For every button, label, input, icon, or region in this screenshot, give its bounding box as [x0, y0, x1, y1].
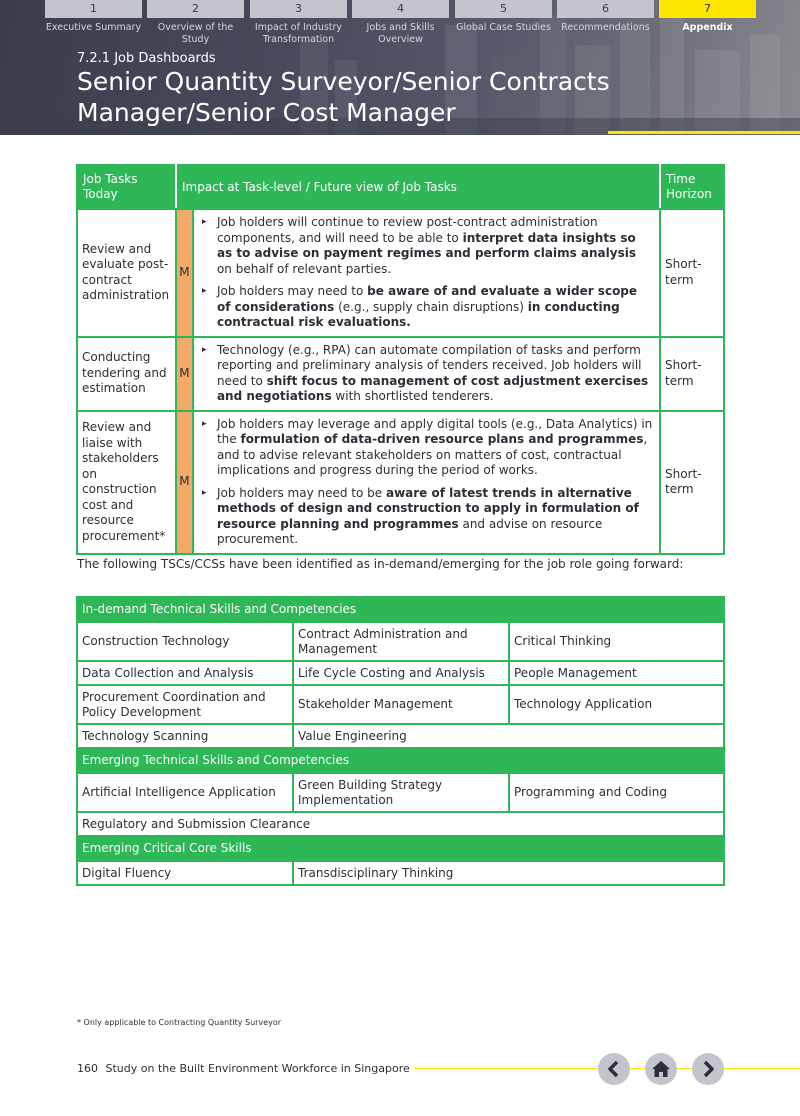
in-demand-skills-header: In-demand Technical Skills and Competencies: [77, 597, 724, 622]
skill-cell: Construction Technology: [77, 622, 293, 661]
impact-bullet: [202, 284, 654, 331]
bullet-text: Technology (e.g., RPA) can automate compilation of tasks and perform reporting and preliminary analysis of tenders received. Job holders will need to: [216, 342, 642, 388]
skill-cell: Critical Thinking: [509, 622, 724, 661]
job-task-name: Review and liaise with stakeholders on construction cost and resource procurement*: [77, 411, 176, 554]
skill-cell: Life Cycle Costing and Analysis: [293, 661, 509, 685]
impact-level-badge: M: [176, 209, 193, 337]
home-button[interactable]: [645, 1053, 677, 1085]
impact-level-badge: M: [176, 337, 193, 411]
skills-section-header-row: [77, 836, 724, 861]
skills-row: [77, 773, 724, 812]
skills-row: [77, 812, 724, 836]
job-tasks-table: [76, 164, 725, 555]
skill-cell: Stakeholder Management: [293, 685, 509, 724]
impact-bullet-list: [202, 215, 654, 331]
skill-cell: Digital Fluency: [77, 861, 293, 885]
skill-cell: Green Building Strategy Implementation: [293, 773, 509, 812]
bullet-text: (e.g., supply chain disruptions): [334, 299, 528, 314]
skill-cell: Procurement Coordination and Policy Development: [77, 685, 293, 724]
job-task-row: [77, 337, 724, 411]
skills-row: [77, 622, 724, 661]
page-number: 160: [77, 1062, 98, 1075]
header-time-horizon: Time Horizon: [660, 165, 724, 209]
skills-table: [76, 596, 725, 886]
tab-label: Impact of Industry Transformation: [254, 22, 343, 45]
previous-page-button[interactable]: [598, 1053, 630, 1085]
skill-cell: People Management: [509, 661, 724, 685]
skill-cell: Data Collection and Analysis: [77, 661, 293, 685]
next-page-button[interactable]: [692, 1053, 724, 1085]
bullet-emphasis-text: aware of latest trends in alternative methods of design and construction to apply in formulation of resource planning and programmes: [216, 485, 639, 531]
footer: [77, 1062, 410, 1075]
skill-cell: Technology Application: [509, 685, 724, 724]
tab-number: 1: [45, 0, 142, 18]
skills-row: [77, 661, 724, 685]
bullet-emphasis-text: interpret data insights so as to advise on payment regimes and perform claims analysis: [216, 230, 636, 260]
skills-row: [77, 685, 724, 724]
tab-impact-of-industry-transformation[interactable]: [250, 0, 347, 46]
time-horizon: Short-term: [660, 337, 724, 411]
critical-core-skills-header: Emerging Critical Core Skills: [77, 836, 724, 861]
impact-description: [193, 337, 660, 411]
header-impact: Impact at Task-level / Future view of Job Tasks: [176, 165, 660, 209]
bullet-emphasis-text: be aware of and evaluate a wider scope of considerations: [216, 284, 638, 314]
bullet-text: Job holders will continue to review post-contract administration components, and will need to be able to: [216, 215, 598, 245]
job-task-name: Conducting tendering and estimation: [77, 337, 176, 411]
impact-description: [193, 209, 660, 337]
job-task-row: [77, 209, 724, 337]
impact-level-badge: M: [176, 411, 193, 554]
tab-label: Global Case Studies: [456, 22, 551, 33]
time-horizon: Short-term: [660, 209, 724, 337]
tab-number: 4: [352, 0, 449, 18]
bullet-text: , and to advise relevant stakeholders on matters of cost, contractual implications and progress during the period of works.: [216, 432, 648, 477]
job-task-row: [77, 411, 724, 554]
bullet-text: on behalf of relevant parties.: [216, 261, 392, 276]
tab-global-case-studies[interactable]: [455, 0, 552, 34]
skills-row: [77, 861, 724, 885]
tab-label: Overview of the Study: [157, 22, 234, 45]
section-label: 7.2.1 Job Dashboards: [77, 51, 216, 66]
impact-bullet-list: [202, 343, 654, 405]
bullet-text: and advise on resource procurement.: [216, 516, 603, 546]
job-task-name: Review and evaluate post-contract administration: [77, 209, 176, 337]
skills-row: [77, 724, 724, 748]
impact-bullet-list: [202, 417, 654, 548]
tab-number: 6: [557, 0, 654, 18]
chevron-left-icon: [605, 1060, 623, 1078]
bullet-emphasis-text: in conducting contractual risk evaluations.: [216, 299, 620, 329]
tab-number: 2: [147, 0, 244, 18]
tab-appendix[interactable]: [659, 0, 756, 34]
tab-number: 3: [250, 0, 347, 18]
impact-description: [193, 411, 660, 554]
skill-cell: Value Engineering: [293, 724, 724, 748]
skill-cell: Regulatory and Submission Clearance: [77, 812, 724, 836]
skill-cell: Technology Scanning: [77, 724, 293, 748]
impact-bullet: [202, 215, 654, 277]
skill-cell: Artificial Intelligence Application: [77, 773, 293, 812]
bullet-emphasis-text: shift focus to management of cost adjustment exercises and negotiations: [216, 373, 649, 403]
header-job-tasks-today: Job Tasks Today: [77, 165, 176, 209]
tab-label: Recommendations: [561, 22, 650, 33]
impact-bullet: [202, 486, 654, 548]
bullet-text: with shortlisted tenderers.: [331, 389, 494, 403]
bullet-text: Job holders may need to be: [216, 485, 386, 500]
bullet-text: Job holders may need to: [216, 284, 368, 298]
tab-recommendations[interactable]: [557, 0, 654, 34]
tab-label: Jobs and Skills Overview: [366, 22, 435, 45]
bullet-emphasis-text: formulation of data-driven resource plans and programmes: [240, 432, 644, 446]
section-nav-tabs: [45, 0, 800, 55]
tab-executive-summary[interactable]: [45, 0, 142, 34]
skills-section-header-row: [77, 597, 724, 622]
home-icon: [651, 1060, 671, 1078]
skill-cell: Contract Administration and Management: [293, 622, 509, 661]
tab-label: Appendix: [682, 22, 733, 33]
tab-number: 7: [659, 0, 756, 18]
skill-cell: Programming and Coding: [509, 773, 724, 812]
chevron-right-icon: [699, 1060, 717, 1078]
impact-bullet: [202, 417, 654, 479]
banner-accent-line: [608, 131, 800, 134]
skill-cell: Transdisciplinary Thinking: [293, 861, 724, 885]
tab-overview-of-the-study[interactable]: [147, 0, 244, 46]
footnote: * Only applicable to Contracting Quantity Surveyor: [77, 1018, 282, 1027]
skills-section-header-row: [77, 748, 724, 773]
impact-bullet: [202, 343, 654, 405]
intro-text: The following TSCs/CCSs have been identified as in-demand/emerging for the job role going forward:: [77, 557, 684, 571]
bullet-text: Job holders may leverage and apply digital tools (e.g., Data Analytics) in the: [216, 416, 653, 446]
tab-label: Executive Summary: [45, 22, 142, 33]
emerging-skills-header: Emerging Technical Skills and Competencies: [77, 748, 724, 773]
page-title: Senior Quantity Surveyor/Senior Contracts Manager/Senior Cost Manager: [77, 67, 610, 127]
time-horizon: Short-term: [660, 411, 724, 554]
tab-jobs-and-skills-overview[interactable]: [352, 0, 449, 46]
footer-title: Study on the Built Environment Workforce in Singapore: [105, 1062, 410, 1075]
job-tasks-header-row: [77, 165, 724, 209]
tab-number: 5: [455, 0, 552, 18]
